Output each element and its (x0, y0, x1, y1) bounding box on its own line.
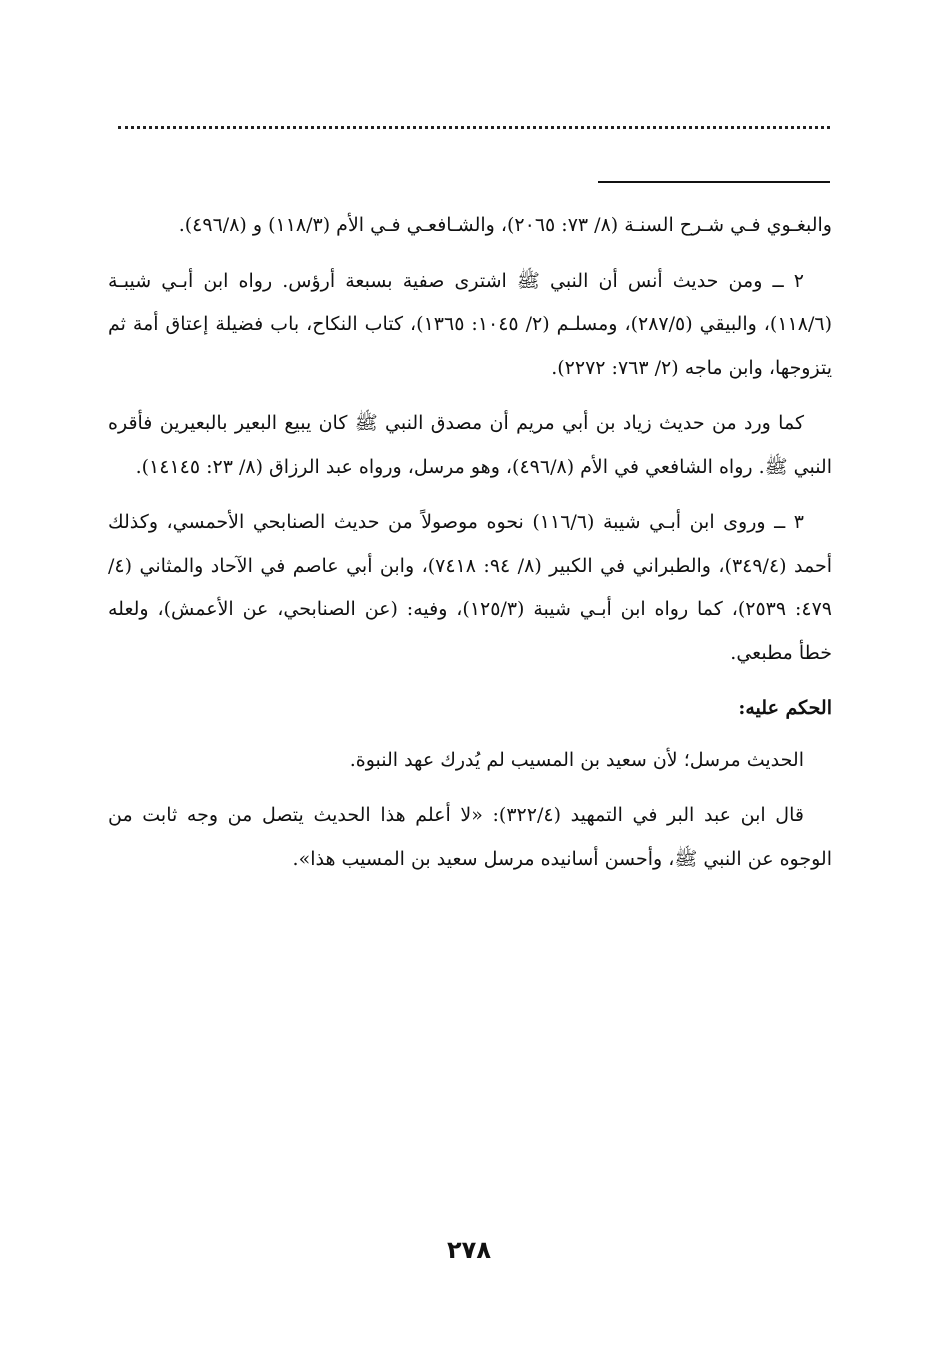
ruling-heading: الحكم عليه: (738, 697, 832, 719)
dotted-separator (118, 126, 830, 129)
page-number: ٢٧٨ (447, 1236, 491, 1264)
footnote-text-block (108, 204, 832, 893)
footnote-paragraph-1: والبغـوي فـي شـرح السنـة (٨/ ٧٣: ٢٠٦٥)، والشـافعـي فـي الأم (١١٨/٣) و (٤٩٦/٨). (178, 214, 832, 236)
ruling-paragraph: الحديث مرسل؛ لأن سعيد بن المسيب لم يُدرك عهد النبوة. (349, 748, 804, 771)
quote-paragraph: قال ابن عبد البر في التمهيد (٣٢٢/٤): «لا أعلم هذا الحديث يتصل من وجه ثابت من الوجوه عن النبي ﷺ، وأحسن أسانيده مرسل سعيد بن المسيب هذا». (108, 804, 832, 870)
footnote-paragraph-4: ٣ ــ وروى ابن أبـي شيبة (١١٦/٦) نحوه موصولاً من حديث الصنابحي الأحمسي، وكذلك أحمد (٣٤٩/٤)، والطبراني في الكبير (٨/ ٩٤: ٧٤١٨)، وابن أبي عاصم في الآحاد والمثاني (٤/ ٤٧٩: ٢٥٣٩)، كما رواه ابن أبـي شيبة (١٢٥/٣)، وفيه: (عن الصنابحي، عن الأعمش)، ولعله خطأ مطبعي. (108, 511, 833, 664)
footnote-paragraph-2: ٢ ــ ومن حديث أنس أن النبي ﷺ اشترى صفية بسبعة أرؤس. رواه ابن أبـي شيبـة (١١٨/٦)، والبيقي (٢٨٧/٥)، ومسلـم (٢/ ١٠٤٥: ١٣٦٥)، كتاب النكاح، باب فضيلة إعتاق أمة ثم يتزوجها، وابن ماجه (٢/ ٧٦٣: ٢٢٧٢). (108, 269, 832, 379)
footnote-rule (598, 181, 830, 183)
footnote-paragraph-3: كما ورد من حديث زياد بن أبي مريم أن مصدق النبي ﷺ كان يبيع البعير بالبعيرين فأقره النبي ﷺ. رواه الشافعي في الأم (٤٩٦/٨)، وهو مرسل، ورواه عبد الرزاق (٨/ ٢٣: ١٤١٤٥). (108, 412, 832, 478)
